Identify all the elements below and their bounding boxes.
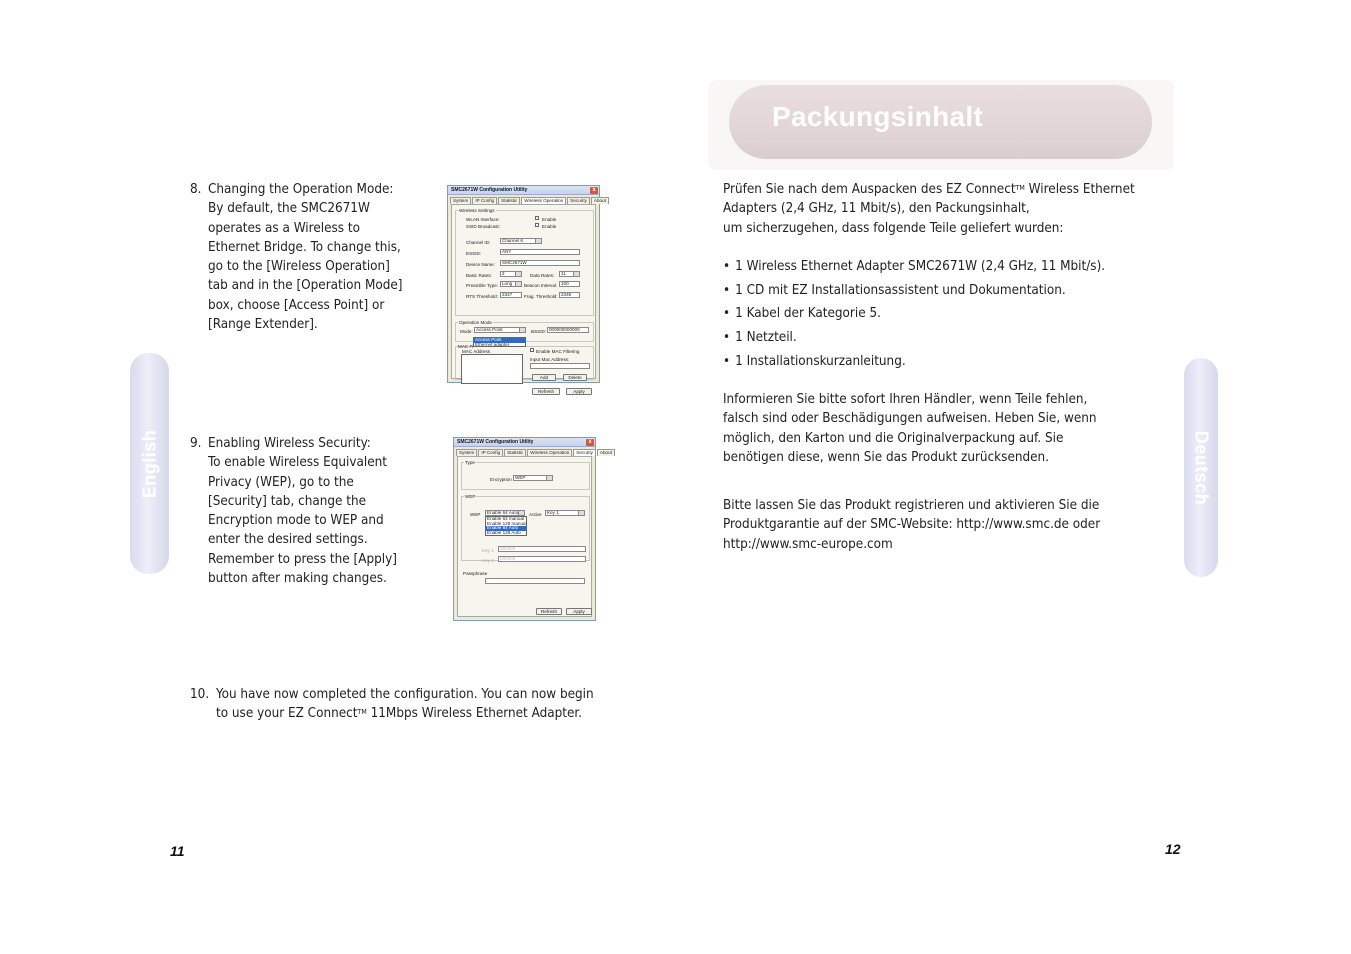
tab-security: Security [573,449,596,456]
field-label: MAC Address [462,349,491,354]
group-label: Wireless Settings [459,208,495,213]
paragraph-line: Produktgarantie auf der SMC-Website: http://www.smc.de oder [723,517,1101,533]
step-line: Changing the Operation Mode: [208,182,394,197]
wep-dropdown-list [485,516,527,536]
field-label: Encryption [490,477,512,482]
dialog-title: SMC2671W Configuration Utility [451,187,528,193]
step-line: Encryption mode to WEP and [208,513,384,529]
close-icon: x [586,439,594,446]
field-label: Key 1 [482,548,494,553]
field-label: Preamble Type: [466,283,499,288]
checkbox [535,223,539,227]
active-key-select: Key 1 [545,510,585,516]
tab-statistic: Statistic [498,197,520,204]
channel-select: Channel 6 [500,238,542,244]
mode-select: Access Point [474,327,526,333]
list-item: • 1 Wireless Ethernet Adapter SMC2671W (2,4 GHz, 11 Mbit/s). [723,257,1105,281]
step-line: [Security] tab, change the [208,493,367,509]
step-line: tab and in the [Operation Mode] [208,278,403,294]
step-line: [Range Extender]. [208,317,318,333]
tab-statistic: Statistic [504,449,526,456]
step-line: Remember to press the [Apply] [208,551,397,567]
side-tab-label: Deutsch [1191,430,1212,505]
step-line: Enabling Wireless Security: [208,436,371,451]
wep-select: Enable 64 Auto [485,510,525,516]
dialog-titlebar [448,186,599,195]
checkbox [530,348,534,352]
dropdown-option: Enable 64 manual [487,516,525,521]
intro-paragraph [723,180,1135,238]
package-contents-list [723,257,1105,375]
field-label: BSSID: [531,329,547,334]
tab-about: About [591,197,609,204]
paragraph-line: Adapters (2,4 GHz, 11 Mbit/s), den Packungsinhalt, [723,201,1030,217]
step-line: go to the [Wireless Operation] [208,259,390,275]
side-tab-label: English [139,429,159,498]
delete-button: Delete [563,374,587,381]
passphrase-field [485,578,585,584]
step-line: By default, the SMC2671W [208,201,370,217]
paragraph-line: möglich, den Karton und die Originalverpackung auf. Sie [723,430,1064,446]
field-label: WEP [470,512,481,517]
step-text [216,685,594,724]
paragraph-line: Informieren Sie bitte sofort Ihren Händler, wenn Teile fehlen, [723,392,1088,407]
step-number: 9. [190,436,202,451]
side-tab-deutsch [1184,358,1218,577]
list-item: • 1 CD mit EZ Installationsassistent und Dokumentation. [723,281,1105,305]
section-title: Packungsinhalt [772,101,984,132]
tab-about: About [597,449,615,456]
group-label: MAC Fi [458,344,474,349]
step-number: 10. [190,687,210,702]
dropdown-option: Enable 64 Auto [486,526,526,531]
step-text [208,434,397,588]
trademark-mark: TM [1015,184,1025,192]
paragraph-line: Bitte lassen Sie das Produkt registrieren und aktivieren Sie die [723,498,1100,513]
dialog-tabs [450,197,610,204]
field-label: Beacon Interval: [524,283,558,288]
step-line: To enable Wireless Equivalent [208,455,387,471]
step-10 [190,685,650,725]
page-number-right: 12 [1165,841,1181,857]
field-label: Active [529,512,542,517]
paragraph-line: benötigen diese, wenn Sie das Produkt zurücksenden. [723,449,1050,465]
close-icon: x [590,187,598,194]
mac-input [530,363,590,369]
step-8 [190,180,440,340]
field-label: Passphrase [463,571,488,576]
security-dialog-screenshot [453,437,612,621]
field-label: Enable [542,224,557,229]
apply-button: Apply [566,608,592,615]
group-label: Type [465,460,475,465]
bssid-field: 000000000000 [547,327,589,333]
rts-field: 2347 [500,292,522,298]
step-line: button after making changes. [208,571,387,587]
group-label: WEP [465,494,476,499]
paragraph-line: http://www.smc-europe.com [723,536,893,552]
step-line: enter the desired settings. [208,532,368,548]
notice-paragraph [723,390,1097,467]
step-line: to use your EZ Connect™ 11Mbps Wireless Ethernet Adapter. [216,706,582,722]
step-line: Privacy (WEP), go to the [208,474,354,490]
paragraph-line: Prüfen Sie nach dem Auspacken des EZ Connect™ Wireless Ethernet [723,182,1135,197]
beacon-field: 100 [559,281,580,287]
field-label: Channel ID: [466,240,491,245]
field-label: Mode: [460,329,473,334]
tab-system: System [456,449,477,456]
dialog-panel [457,456,592,617]
checkbox [535,216,539,220]
step-line: You have now completed the configuration. You can now begin [216,687,594,702]
dropdown-option: Enable 128 manual [487,520,527,526]
list-item: • 1 Installationskurzanleitung. [723,352,1105,376]
refresh-button: Refresh [532,388,560,395]
data-rates-select: 11 [559,271,580,277]
field-label: RTS Threshold: [466,294,499,299]
step-line: box, choose [Access Point] or [208,297,385,313]
page-number-left: 11 [170,843,185,859]
frag-field: 2346 [559,292,580,298]
add-button: Add [532,374,556,381]
field-label: Input Mac Address: [530,357,570,362]
encryption-select: WEP [513,475,553,481]
field-label: WLAN Interface: [466,217,500,222]
step-9 [190,434,440,594]
field-label: Basic Rates: [466,273,492,278]
step-line: Ethernet Bridge. To change this, [208,239,401,255]
dialog-panel [451,204,596,394]
field-label: Key 2 [482,558,494,563]
key-field: 000000 [498,546,586,552]
group-label: Operation Mode [459,320,492,325]
device-name-field: SMC2671W [500,260,580,266]
dropdown-option: Ethernet adapter [475,341,510,347]
section-title-banner [729,85,1152,159]
tab-ip-config: IP Config [478,449,503,456]
tab-security: Security [567,197,590,204]
field-label: Frag. Threshold: [524,294,558,299]
key-field: 000000 [498,556,586,562]
tab-wireless-operation: Wireless Operation [527,449,572,456]
field-label: SSID Broadcast: [466,224,500,229]
tab-wireless-operation: Wireless Operation [521,197,566,204]
field-label: ESSID: [466,251,482,256]
mac-address-list [461,354,523,384]
paragraph-line: falsch sind oder Beschädigungen aufweisen. Heben Sie, wenn [723,411,1097,427]
side-tab-english [130,353,169,574]
step-number: 8. [190,182,202,197]
dialog-tabs [456,449,616,456]
field-label: Enable [542,217,557,222]
registration-paragraph [723,496,1100,554]
paragraph-line: um sicherzugehen, dass folgende Teile geliefert wurden: [723,220,1064,236]
list-item: • 1 Netzteil. [723,328,1105,352]
essid-field: ANY [500,249,580,255]
wireless-operation-dialog-screenshot [447,185,606,394]
tab-ip-config: IP Config [472,197,497,204]
dialog-titlebar [454,438,595,447]
mode-dropdown-list [473,337,526,347]
dropdown-option: Enable 128 Auto [487,529,521,535]
apply-button: Apply [566,388,592,395]
step-text [208,180,403,334]
step-line: operates as a Wireless to [208,220,360,236]
dialog-title: SMC2671W Configuration Utility [457,439,534,445]
list-item: • 1 Kabel der Kategorie 5. [723,304,1105,328]
tab-system: System [450,197,471,204]
trademark-mark: TM [357,708,367,717]
basic-rates-select: 2 [500,271,522,277]
field-label: Data Rates: [530,273,555,278]
field-label: Enable MAC Filtering [536,349,580,354]
preamble-select: Long [500,281,522,287]
refresh-button: Refresh [536,608,562,615]
field-label: Device Name: [466,262,495,267]
dropdown-option: Access Point [474,338,525,343]
